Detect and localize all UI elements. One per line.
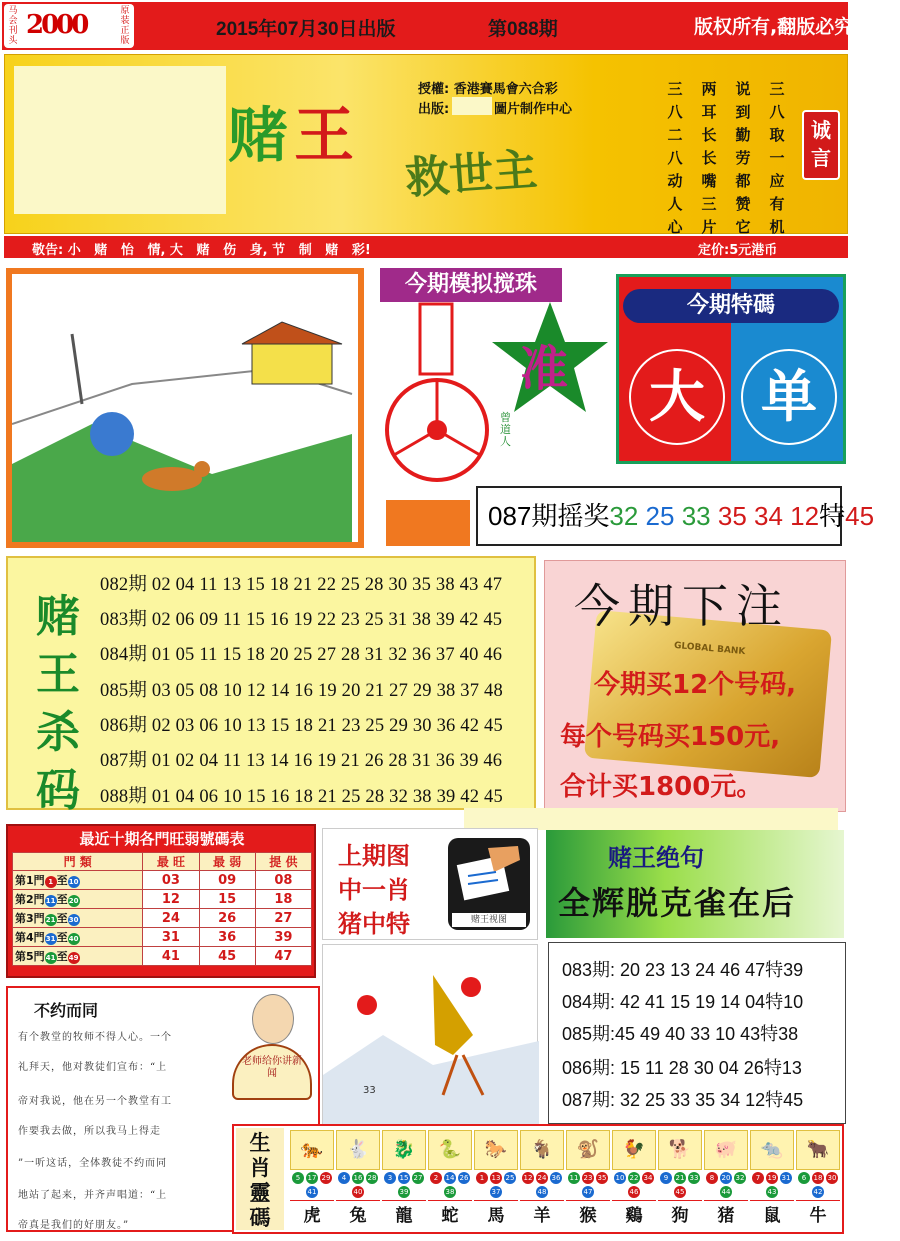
zodiac-column: [612, 1130, 656, 1232]
last-draw-result: [476, 486, 875, 546]
draw-number: 32: [609, 501, 639, 531]
verse-char: 说: [735, 80, 751, 98]
kill-title-char: 码: [36, 765, 80, 816]
weak-number-cell: 09: [199, 871, 255, 890]
zodiac-number-ball: 28: [367, 1174, 377, 1182]
verse-column-2: [698, 78, 720, 239]
publisher-redaction: [452, 97, 492, 115]
kill-title-char: 王: [36, 649, 80, 700]
special-code-title: 今期特碼: [623, 289, 839, 323]
story-line: 有个教堂的牧师不得人心。一个: [18, 1032, 172, 1043]
zodiac-animal-icon: 🐂: [796, 1130, 840, 1170]
zodiac-number-ball: 24: [537, 1174, 547, 1182]
draw-number: 33: [681, 501, 711, 531]
fan-text: 老师给你讲新闻: [242, 1056, 302, 1079]
kill-title-char: 赌: [36, 591, 80, 642]
zodiac-name: 鼠: [750, 1200, 794, 1230]
star-text: 准: [520, 341, 569, 397]
story-line: 地站了起来，并齐声唱道：“上: [18, 1190, 168, 1201]
zodiac-number-ball: 7: [752, 1172, 764, 1184]
draw-number: 35: [717, 501, 747, 531]
zodiac-number-ball: 1: [476, 1172, 488, 1184]
table-row: [13, 890, 312, 909]
table-row: [13, 871, 312, 890]
warning-text: 敬告: 小 赌 怡 情, 大 赌 伤 身, 节 制 赌 彩!: [32, 243, 371, 258]
range-separator: 至: [56, 950, 68, 963]
range-end-badge: 40: [68, 935, 79, 943]
credit-text: 曾道人: [500, 411, 511, 448]
verse-char: 勤: [735, 126, 751, 144]
hot-cold-table: [12, 852, 312, 966]
zodiac-number-ball: 10: [615, 1174, 625, 1182]
verse-char: 八: [769, 103, 785, 121]
copyright-notice: 版权所有,翻版必究!: [694, 16, 862, 38]
range-separator: 至: [56, 931, 68, 944]
zodiac-number-ball: 11: [569, 1174, 579, 1182]
verse-char: 到: [735, 103, 751, 121]
gate-cell: [13, 890, 143, 909]
zodiac-animal-icon: 🐅: [290, 1130, 334, 1170]
draw-number: 25: [645, 501, 675, 531]
zodiac-name: 兔: [336, 1200, 380, 1230]
history-row: 084期: 42 41 15 19 14 04特10: [562, 992, 804, 1012]
last-zodiac-line-2: 中一肖: [338, 876, 410, 904]
verse-char: 耳: [701, 103, 717, 121]
verse-char: 三: [701, 195, 717, 213]
zodiac-column: [566, 1130, 610, 1232]
zodiac-number-ball: 45: [675, 1188, 685, 1196]
bet-title: 今期下注: [574, 579, 790, 633]
zodiac-number-ball: 41: [307, 1188, 317, 1196]
zodiac-column: [750, 1130, 794, 1232]
special-number: 45: [845, 501, 875, 531]
zodiac-number-ball: 27: [413, 1174, 423, 1182]
gate-label: 第2門: [15, 893, 45, 906]
banner-subtitle: 救世主: [403, 144, 539, 205]
verse-char: 都: [735, 172, 751, 190]
verse-char: 它: [735, 218, 751, 236]
kill-row: 082期 02 04 11 13 15 18 21 22 25 28 30 35 38 43 47: [100, 575, 503, 595]
zodiac-name: 龍: [382, 1200, 426, 1230]
zodiac-number-ball: 12: [523, 1174, 533, 1182]
kill-title-char: 杀: [36, 707, 80, 758]
story-line: 帝对我说，他在另一个教堂有工: [18, 1096, 172, 1107]
range-end-badge: 30: [68, 916, 79, 924]
zodiac-number-ball: 42: [813, 1188, 823, 1196]
bet-line-3: 合计买1800元。: [560, 772, 763, 802]
range-end-badge: 49: [68, 954, 79, 962]
range-start-badge: 11: [45, 897, 56, 905]
chengyan-badge: [802, 110, 840, 180]
story-line: ”一听这话，全体教徒不约而同: [18, 1158, 168, 1169]
zodiac-animal-icon: 🐖: [704, 1130, 748, 1170]
column-header: 門 類: [13, 853, 143, 871]
zodiac-animal-icon: 🐉: [382, 1130, 426, 1170]
zodiac-number-ball: 23: [583, 1174, 593, 1182]
column-header: 最 旺: [143, 853, 199, 871]
rooster-cartoon: [322, 944, 538, 1124]
zodiac-animal-icon: 🐎: [474, 1130, 518, 1170]
zodiac-number-ball: 37: [491, 1188, 501, 1196]
zodiac-number-ball: 47: [583, 1188, 593, 1196]
zodiac-name: 羊: [520, 1200, 564, 1230]
teacher-face-image: [252, 994, 294, 1044]
zodiac-name: 狗: [658, 1200, 702, 1230]
issue-number: 第088期: [488, 19, 558, 40]
gate-cell: [13, 909, 143, 928]
hot-number-cell: 03: [143, 871, 199, 890]
zodiac-number-ball: 8: [706, 1172, 718, 1184]
history-row: 086期: 15 11 28 30 04 26特13: [562, 1058, 802, 1078]
zodiac-number-ball: 44: [721, 1188, 731, 1196]
zodiac-number-ball: 43: [767, 1188, 777, 1196]
hot-number-cell: 12: [143, 890, 199, 909]
verse-char: 一: [769, 149, 785, 167]
gate-label: 第3門: [15, 912, 45, 925]
cartoon-illustration: [12, 274, 358, 542]
publisher-name: 圖片制作中心: [494, 102, 573, 117]
special-label: 特: [819, 501, 846, 531]
range-start-badge: 21: [45, 916, 56, 924]
zodiac-number-ball: 19: [767, 1174, 777, 1182]
zodiac-column: [520, 1130, 564, 1232]
verse-text: 全辉脱克雀在后: [558, 884, 797, 922]
zodiac-number-ball: 9: [660, 1172, 672, 1184]
table-row: [13, 909, 312, 928]
tip-number-cell: 08: [255, 871, 311, 890]
verse-char: 劳: [735, 149, 751, 167]
history-row: 087期: 32 25 33 35 34 12特45: [562, 1090, 804, 1110]
zodiac-number-ball: 35: [597, 1174, 607, 1182]
range-separator: 至: [56, 912, 68, 925]
verse-char: 动: [667, 172, 683, 190]
zodiac-number-ball: 30: [827, 1174, 837, 1182]
special-code-panel: [616, 274, 846, 464]
publisher-label: 出版:: [418, 102, 450, 117]
verse-char: 两: [701, 80, 717, 98]
hot-number-cell: 24: [143, 909, 199, 928]
hand-writing-illustration: [448, 838, 530, 912]
zodiac-number-ball: 18: [813, 1174, 823, 1182]
tip-number-cell: 47: [255, 947, 311, 966]
banner-title-first: 赌: [228, 101, 294, 171]
banner-title: [228, 88, 360, 174]
verse-column-1: [664, 78, 686, 239]
zodiac-animal-icon: 🐍: [428, 1130, 472, 1170]
zodiac-number-ball: 46: [629, 1188, 639, 1196]
zodiac-number-ball: 31: [781, 1174, 791, 1182]
verse-char: 人: [667, 195, 683, 213]
rooster-illustration: [323, 945, 539, 1125]
zodiac-number-ball: 48: [537, 1188, 547, 1196]
verse-char: 嘴: [701, 172, 717, 190]
zodiac-numbers: [796, 1170, 840, 1200]
tip-number-cell: 39: [255, 928, 311, 947]
verse-char: 长: [701, 149, 717, 167]
zodiac-number-ball: 34: [643, 1174, 653, 1182]
zodiac-number-ball: 20: [721, 1174, 731, 1182]
warning-bar: [4, 236, 848, 258]
zodiac-number-ball: 39: [399, 1188, 409, 1196]
zodiac-column: [336, 1130, 380, 1232]
verse-char: 有: [769, 195, 785, 213]
verse-column-3: [732, 78, 754, 239]
zodiac-numbers: [612, 1170, 656, 1200]
table-row: [13, 928, 312, 947]
gate-label: 第5門: [15, 950, 45, 963]
verse-char: 取: [769, 126, 785, 144]
last-zodiac-line-1: 上期图: [338, 842, 410, 870]
last-draw-prefix: 087期摇奖: [488, 501, 610, 531]
zodiac-numbers: [658, 1170, 702, 1200]
zodiac-name: 虎: [290, 1200, 334, 1230]
zodiac-number-ball: 5: [292, 1172, 304, 1184]
zodiac-number-ball: 4: [338, 1172, 350, 1184]
column-header: 最 弱: [199, 853, 255, 871]
zodiac-column: [796, 1130, 840, 1232]
verse-char: 八: [667, 149, 683, 167]
zodiac-name: 牛: [796, 1200, 840, 1230]
last-zodiac-line-3: 猪中特: [338, 910, 410, 938]
zodiac-column: [382, 1130, 426, 1232]
zodiac-number-ball: 16: [353, 1174, 363, 1182]
verse-char: 二: [667, 126, 683, 144]
column-header: 提 供: [255, 853, 311, 871]
zodiac-number-ball: 3: [384, 1172, 396, 1184]
tip-number-cell: 18: [255, 890, 311, 909]
gate-cell: [13, 947, 143, 966]
blank-strip: [464, 808, 838, 830]
hot-number-cell: 41: [143, 947, 199, 966]
draw-number: 34: [754, 501, 783, 531]
weak-number-cell: 26: [199, 909, 255, 928]
special-size-hint: 大: [629, 349, 725, 445]
zodiac-animal-icon: 🐓: [612, 1130, 656, 1170]
range-start-badge: 31: [45, 935, 56, 943]
zodiac-number-ball: 17: [307, 1174, 317, 1182]
special-parity-hint: 单: [741, 349, 837, 445]
verse-char: 赞: [735, 195, 751, 213]
zodiac-label-char: 碼: [249, 1205, 271, 1230]
card-text: GLOBAL BANK: [673, 640, 746, 658]
zodiac-number-ball: 40: [353, 1188, 363, 1196]
hot-number-cell: 31: [143, 928, 199, 947]
zodiac-numbers: [474, 1170, 518, 1200]
verse-title: 赌王绝句: [608, 844, 704, 872]
publish-date: 2015年07月30日出版: [216, 19, 396, 40]
zodiac-column: [704, 1130, 748, 1232]
zodiac-name: 蛇: [428, 1200, 472, 1230]
zodiac-column: [290, 1130, 334, 1232]
bet-line-2: 每个号码买150元,: [560, 722, 781, 752]
range-separator: 至: [56, 893, 68, 906]
hand-writing-icon: [448, 838, 530, 930]
zodiac-animal-icon: 🐕: [658, 1130, 702, 1170]
range-start-badge: 41: [45, 954, 56, 962]
verse-char: 机: [769, 218, 785, 236]
zodiac-number-ball: 32: [735, 1174, 745, 1182]
zodiac-number-ball: 6: [798, 1172, 810, 1184]
zodiac-number-ball: 36: [551, 1174, 561, 1182]
bet-line-1: 今期买12个号码,: [594, 670, 797, 700]
zodiac-label-char: 生: [249, 1130, 271, 1155]
verse-char: 心: [667, 218, 683, 236]
zodiac-animal-icon: 🐀: [750, 1130, 794, 1170]
zodiac-number-ball: 29: [321, 1174, 331, 1182]
kill-row: 084期 01 05 11 15 18 20 25 27 28 31 32 36 37 40 46: [100, 645, 503, 665]
zodiac-number-ball: 2: [430, 1172, 442, 1184]
zodiac-numbers: [290, 1170, 334, 1200]
zodiac-animal-icon: 🐇: [336, 1130, 380, 1170]
verse-char: 三: [667, 80, 683, 98]
weak-number-cell: 45: [199, 947, 255, 966]
kill-row: 086期 02 03 06 10 13 15 18 21 23 25 29 30 36 42 45: [100, 716, 503, 736]
zodiac-numbers: [704, 1170, 748, 1200]
chengyan-text: 诚言: [811, 118, 831, 170]
weak-number-cell: 36: [199, 928, 255, 947]
verse-char: 片: [701, 218, 717, 236]
zodiac-label-char: 肖: [249, 1155, 271, 1180]
banner-verse: [664, 78, 794, 236]
logo-left-text: 马会刊头: [8, 6, 18, 46]
zodiac-numbers: [750, 1170, 794, 1200]
zodiac-number-ball: 25: [505, 1174, 515, 1182]
verse-char: 长: [701, 126, 717, 144]
zodiac-numbers: [336, 1170, 380, 1200]
gate-label: 第1門: [15, 874, 45, 887]
gate-cell: [13, 871, 143, 890]
cartoon-number: 33: [363, 1085, 376, 1096]
kill-row: 088期 01 04 06 10 15 16 18 21 25 28 32 38 39 42 45: [100, 787, 503, 807]
kill-numbers-title: [18, 588, 98, 820]
tip-number-cell: 27: [255, 909, 311, 928]
logo-right-text: 原装正版: [120, 6, 130, 46]
zodiac-name: 馬: [474, 1200, 518, 1230]
zodiac-column: [474, 1130, 518, 1232]
gate-cell: [13, 928, 143, 947]
icon-caption: 赌王视图: [452, 913, 526, 927]
zodiac-column: [658, 1130, 702, 1232]
verse-char: 三: [769, 80, 785, 98]
blank-panel: [14, 66, 226, 214]
zodiac-name: 猪: [704, 1200, 748, 1230]
authorization-line: 授權: 香港賽馬會六合彩: [418, 82, 558, 97]
table-row: [13, 947, 312, 966]
zodiac-number-ball: 13: [491, 1174, 501, 1182]
simulation-title: 今期模拟搅珠: [380, 268, 562, 302]
story-line: 帝真是我们的好朋友。”: [18, 1220, 130, 1231]
zodiac-name: 猴: [566, 1200, 610, 1230]
zodiac-number-ball: 14: [445, 1174, 455, 1182]
zodiac-label-char: 靈: [249, 1180, 271, 1205]
weak-number-cell: 15: [199, 890, 255, 909]
gate-label: 第4門: [15, 931, 45, 944]
zodiac-numbers: [520, 1170, 564, 1200]
zodiac-animal-icon: 🐐: [520, 1130, 564, 1170]
zodiac-number-ball: 26: [459, 1174, 469, 1182]
story-title: 不约而同: [34, 1001, 99, 1020]
logo-mark: 2000: [26, 10, 87, 40]
price-label: 定价:5元港币: [698, 243, 778, 258]
kill-row: 087期 01 02 04 11 13 14 16 19 21 26 28 31 36 39 46: [100, 751, 503, 771]
verse-char: 应: [769, 172, 785, 190]
zodiac-number-ball: 33: [689, 1174, 699, 1182]
logo: [4, 4, 134, 48]
hint-cartoon: [6, 268, 364, 548]
zodiac-numbers: [382, 1170, 426, 1200]
zodiac-number-ball: 22: [629, 1174, 639, 1182]
banner-title-rest: 王: [294, 101, 360, 171]
hot-cold-title: 最近十期各門旺弱號碼表: [79, 830, 245, 848]
zodiac-number-ball: 38: [445, 1188, 455, 1196]
zodiac-number-ball: 21: [675, 1174, 685, 1182]
history-row: 085期:45 49 40 33 10 43特38: [562, 1024, 799, 1044]
zodiac-column: [428, 1130, 472, 1232]
story-line: 礼拜天，他对教徒们宣布：“上: [18, 1062, 168, 1073]
range-start-badge: 1: [45, 876, 57, 888]
range-end-badge: 10: [68, 878, 79, 886]
kill-row: 085期 03 05 08 10 12 14 16 19 20 21 27 29 38 37 48: [100, 681, 503, 701]
verse-char: 八: [667, 103, 683, 121]
range-end-badge: 20: [68, 897, 79, 905]
zodiac-animal-icon: 🐒: [566, 1130, 610, 1170]
verse-column-4: [766, 78, 788, 239]
zodiac-name: 鷄: [612, 1200, 656, 1230]
kill-row: 083期 02 06 09 11 15 16 19 22 23 25 31 38 39 42 45: [100, 610, 503, 630]
range-separator: 至: [56, 874, 68, 887]
draw-number: 12: [790, 501, 820, 531]
zodiac-number-ball: 15: [399, 1174, 409, 1182]
zodiac-label: [236, 1128, 284, 1230]
zodiac-numbers: [428, 1170, 472, 1200]
story-line: 作要我去做，所以我马上得走: [18, 1126, 161, 1137]
zodiac-numbers: [566, 1170, 610, 1200]
history-row: 083期: 20 23 13 24 46 47特39: [562, 960, 804, 980]
